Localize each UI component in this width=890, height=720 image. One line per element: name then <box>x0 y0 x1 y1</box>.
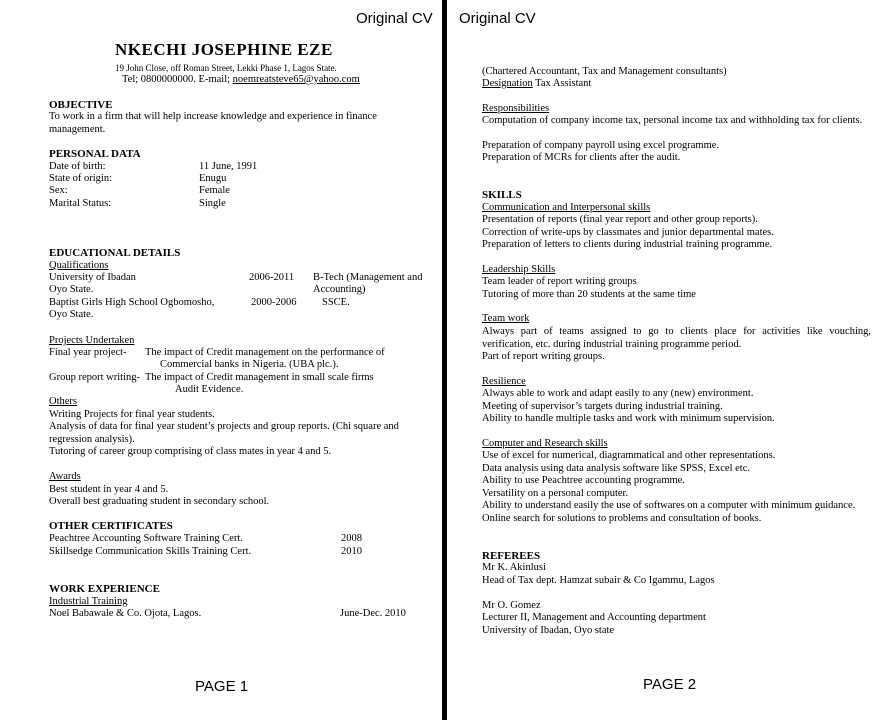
sex-label: Sex: <box>49 185 68 196</box>
cert-1-year: 2008 <box>341 533 362 544</box>
q1-years: 2006-2011 <box>249 272 295 283</box>
others-item-1: Writing Projects for final year students. <box>49 409 215 420</box>
work-dates: June-Dec. 2010 <box>340 608 406 619</box>
objective-heading: OBJECTIVE <box>49 99 113 111</box>
education-heading: EDUCATIONAL DETAILS <box>49 247 181 259</box>
project1-label: Final year project- <box>49 347 127 358</box>
marital-value: Single <box>199 198 226 209</box>
award-item-2: Overall best graduating student in secondary school. <box>49 496 270 507</box>
applicant-name: NKECHI JOSEPHINE EZE <box>115 40 333 59</box>
sex-value: Female <box>199 185 230 196</box>
leadership-item-2: Tutoring of more than 20 students at the same time <box>482 289 696 300</box>
work-company: Noel Babawale & Co. Ojota, Lagos. <box>49 608 202 619</box>
computer-item-1: Use of excel for numerical, diagrammatical and other representations. <box>482 450 776 461</box>
project1-line2: Commercial banks in Nigeria. (UBA plc.). <box>160 359 339 370</box>
original-cv-label-right: Original CV <box>459 10 536 27</box>
awards-heading: Awards <box>49 471 81 482</box>
marital-label: Marital Status: <box>49 198 112 209</box>
firm-description: (Chartered Accountant, Tax and Management consultants) <box>482 66 727 77</box>
computer-item-3: Ability to use Peachtree accounting programme. <box>482 475 685 486</box>
project1-line1: The impact of Credit management on the performance of <box>145 347 385 358</box>
cert-2-year: 2010 <box>341 546 362 557</box>
communication-item-1: Presentation of reports (final year report and other group reports). <box>482 214 758 225</box>
computer-skills-heading: Computer and Research skills <box>482 438 608 449</box>
responsibilities-heading: Responsibilities <box>482 103 550 114</box>
page-2-label: PAGE 2 <box>643 676 697 693</box>
resilience-item-3: Ability to handle multiple tasks and work with minimum supervision. <box>482 413 775 424</box>
dob-value: 11 June, 1991 <box>199 161 258 172</box>
leadership-item-1: Team leader of report writing groups <box>482 276 637 287</box>
q1-school-state: Oyo State. <box>49 284 94 295</box>
q2-years: 2000-2006 <box>251 297 297 308</box>
work-heading: WORK EXPERIENCE <box>49 583 160 595</box>
responsibility-1: Computation of company income tax, personal income tax and withholding tax for clients. <box>482 115 863 126</box>
skills-heading: SKILLS <box>482 189 522 201</box>
qualifications-heading: Qualifications <box>49 260 109 271</box>
computer-item-4: Versatility on a personal computer. <box>482 488 629 499</box>
contact-prefix: Tel; 0800000000. E-mail; <box>122 74 233 85</box>
communication-item-3: Preparation of letters to clients during industrial training programme. <box>482 239 773 250</box>
industrial-training-heading: Industrial Training <box>49 596 128 607</box>
referees-heading: REFEREES <box>482 550 541 562</box>
communication-heading: Communication and Interpersonal skills <box>482 202 651 213</box>
cert-1-name: Peachtree Accounting Software Training Cert. <box>49 533 243 544</box>
origin-label: State of origin: <box>49 173 112 184</box>
personal-data-heading: PERSONAL DATA <box>49 148 141 160</box>
computer-item-6: Online search for solutions to problems and consultation of books. <box>482 513 762 524</box>
project2-line1: The impact of Credit management in small scale firms <box>145 372 374 383</box>
referee-2-title: Lecturer II, Management and Accounting department <box>482 612 706 623</box>
computer-item-5: Ability to understand easily the use of softwares on a computer with minimum guidance. <box>482 500 856 511</box>
designation-label: Designation <box>482 78 533 89</box>
q2-school-state: Oyo State. <box>49 309 94 320</box>
others-item-3: Tutoring of career group comprising of class mates in year 4 and 5. <box>49 446 332 457</box>
projects-heading: Projects Undertaken <box>49 335 135 346</box>
cv-page-1 <box>0 0 441 720</box>
cv-page-2 <box>449 0 890 720</box>
computer-item-2: Data analysis using data analysis software like SPSS, Excel etc. <box>482 463 750 474</box>
referee-1-name: Mr K. Akinlusi <box>482 562 546 573</box>
page-1-label: PAGE 1 <box>195 678 249 695</box>
contact-line <box>122 74 360 87</box>
referee-2-name: Mr O. Gomez <box>482 600 541 611</box>
leadership-heading: Leadership Skills <box>482 264 556 275</box>
q2-degree: SSCE. <box>322 297 350 308</box>
resilience-item-1: Always able to work and adapt easily to any (new) environment. <box>482 388 754 399</box>
q1-degree: B-Tech (Management and <box>313 272 423 283</box>
referee-2-institution: University of Ibadan, Oyo state <box>482 625 615 636</box>
dob-label: Date of birth: <box>49 161 106 172</box>
responsibility-2: Preparation of company payroll using excel programme. <box>482 140 720 151</box>
q2-school: Baptist Girls High School Ogbomosho, <box>49 297 215 308</box>
responsibility-3: Preparation of MCRs for clients after the audit. <box>482 152 681 163</box>
cert-2-name: Skillsedge Communication Skills Training Cert. <box>49 546 252 557</box>
page-divider <box>442 0 447 720</box>
communication-item-2: Correction of write-ups by classmates and junior departmental mates. <box>482 227 774 238</box>
designation-line <box>482 78 591 91</box>
applicant-address: 19 John Close, off Roman Street, Lekki Phase 1, Lagos State. <box>115 63 337 73</box>
q1-school: University of Ibadan <box>49 272 136 283</box>
q1-degree-cont: Accounting) <box>313 284 366 295</box>
resilience-heading: Resilience <box>482 376 526 387</box>
origin-value: Enugu <box>199 173 227 184</box>
resilience-item-2: Meeting of supervisor’s targets during industrial training. <box>482 401 723 412</box>
award-item-1: Best student in year 4 and 5. <box>49 484 169 495</box>
teamwork-item-1: Always part of teams assigned to go to clients place for activities like vouching, verification, etc. during industrial training programme period. <box>482 326 871 350</box>
objective-text: To work in a firm that will help increase knowledge and experience in finance management. <box>49 111 377 135</box>
project2-label: Group report writing- <box>49 372 140 383</box>
email-link[interactable]: noemreatsteve65@yahoo.com <box>232 74 360 85</box>
others-heading: Others <box>49 396 77 407</box>
original-cv-label-left: Original CV <box>356 10 433 27</box>
certificates-heading: OTHER CERTIFICATES <box>49 520 173 532</box>
designation-value: Tax Assistant <box>532 78 592 89</box>
referee-1-title: Head of Tax dept. Hamzat subair & Co Igammu, Lagos <box>482 575 715 586</box>
project2-line2: Audit Evidence. <box>175 384 244 395</box>
others-item-2: Analysis of data for final year student’s projects and group reports. (Chi square and regression analysis). <box>49 421 399 445</box>
teamwork-item-2: Part of report writing groups. <box>482 351 605 362</box>
teamwork-heading: Team work <box>482 313 530 324</box>
